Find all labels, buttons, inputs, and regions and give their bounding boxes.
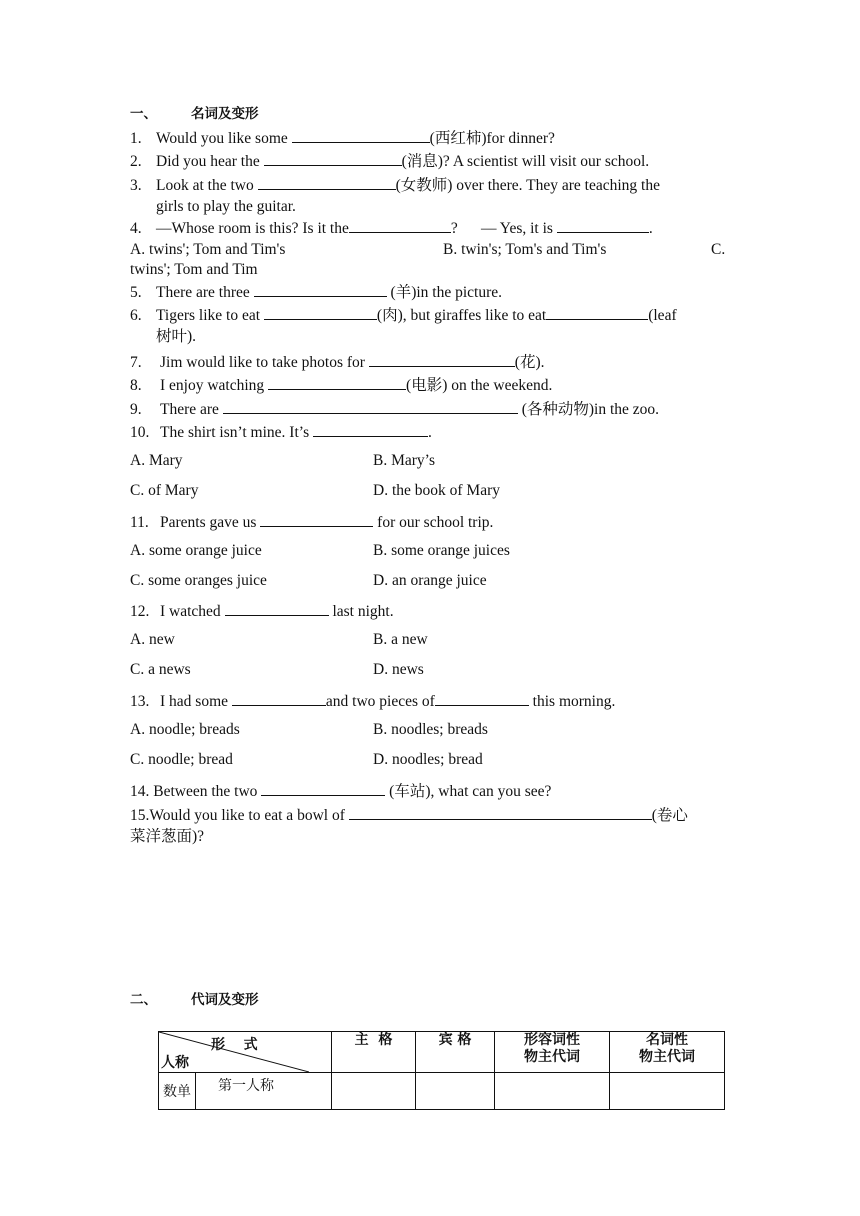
q10-option-b[interactable]: B. Mary’s <box>373 452 435 469</box>
q11-option-b[interactable]: B. some orange juices <box>373 542 510 559</box>
answer-blank[interactable] <box>254 281 387 297</box>
header-form-label: 形 式 <box>211 1037 259 1053</box>
question-10: 10. The shirt isn’t mine. It’s . <box>130 421 730 443</box>
q12-option-b[interactable]: B. a new <box>373 631 428 648</box>
answer-blank[interactable] <box>223 398 518 414</box>
table-cell[interactable] <box>416 1073 495 1110</box>
row-label-first-person: 第一人称 <box>196 1073 332 1110</box>
table-header-row <box>159 1032 725 1073</box>
answer-blank[interactable] <box>349 217 451 233</box>
question-8: 8. I enjoy watching (电影) on the weekend. <box>130 374 730 396</box>
q4-option-c-text: twins'; Tom and Tim <box>130 261 258 278</box>
answer-blank[interactable] <box>260 511 373 527</box>
header-person-label: 人称 <box>161 1055 189 1071</box>
table-cell[interactable] <box>332 1073 416 1110</box>
header-objective: 宾 格 <box>416 1032 495 1073</box>
q11-option-c[interactable]: C. some oranges juice <box>130 572 267 589</box>
answer-blank[interactable] <box>313 421 428 437</box>
question-1: 1. Would you like some (西红柿)for dinner? <box>130 127 730 149</box>
header-adjective-possessive: 形容词性 物主代词 <box>495 1032 610 1073</box>
table-row <box>159 1073 725 1110</box>
header-noun-possessive: 名词性 物主代词 <box>610 1032 725 1073</box>
answer-blank[interactable] <box>349 804 652 820</box>
question-3: 3. Look at the two (女教师) over there. They are teaching the <box>130 174 730 196</box>
answer-blank[interactable] <box>261 780 385 796</box>
answer-blank[interactable] <box>264 150 402 166</box>
answer-blank[interactable] <box>268 374 406 390</box>
question-15-continuation: 菜洋葱面)? <box>130 828 205 845</box>
question-9: 9. There are (各种动物)in the zoo. <box>130 398 730 420</box>
section-1-heading: 一、 名词及变形 <box>130 106 259 122</box>
table-diagonal-header <box>159 1032 332 1073</box>
q11-option-d[interactable]: D. an orange juice <box>373 572 487 589</box>
section-2-heading: 二、 代词及变形 <box>130 992 259 1008</box>
question-6-continuation: 树叶). <box>156 328 197 345</box>
q12-option-a[interactable]: A. new <box>130 631 175 648</box>
q13-option-d[interactable]: D. noodles; bread <box>373 751 483 768</box>
answer-blank[interactable] <box>435 690 529 706</box>
header-subjective: 主 格 <box>332 1032 416 1073</box>
question-4: 4. —Whose room is this? Is it the ? — Yes, it is . <box>130 217 730 239</box>
answer-blank[interactable] <box>225 600 329 616</box>
answer-blank[interactable] <box>232 690 326 706</box>
table-cell[interactable] <box>495 1073 610 1110</box>
q12-option-c[interactable]: C. a news <box>130 661 191 678</box>
row-group-singular: 数单 <box>159 1073 196 1110</box>
q11-option-a[interactable]: A. some orange juice <box>130 542 262 559</box>
question-13: 13. I had some and two pieces of this morning. <box>130 690 730 712</box>
answer-blank[interactable] <box>369 351 515 367</box>
answer-blank[interactable] <box>292 127 430 143</box>
question-7: 7. Jim would like to take photos for (花). <box>130 351 730 373</box>
question-14: 14. Between the two (车站), what can you see? <box>130 780 730 802</box>
q12-option-d[interactable]: D. news <box>373 661 424 678</box>
table-cell[interactable] <box>610 1073 725 1110</box>
pronoun-table <box>158 1031 725 1110</box>
question-6: 6. Tigers like to eat (肉), but giraffes like to eat (leaf <box>130 304 730 326</box>
question-5: 5. There are three (羊)in the picture. <box>130 281 730 303</box>
question-3-continuation: girls to play the guitar. <box>156 198 296 215</box>
q4-option-c[interactable]: C. <box>711 241 726 258</box>
answer-blank[interactable] <box>557 217 649 233</box>
q10-option-c[interactable]: C. of Mary <box>130 482 199 499</box>
q10-option-d[interactable]: D. the book of Mary <box>373 482 500 499</box>
question-11: 11. Parents gave us for our school trip. <box>130 511 730 533</box>
question-15: 15.Would you like to eat a bowl of (卷心 <box>130 804 730 826</box>
q4-option-b[interactable]: B. twin's; Tom's and Tim's <box>443 241 607 258</box>
answer-blank[interactable] <box>546 304 648 320</box>
question-12: 12. I watched last night. <box>130 600 730 622</box>
question-2: 2. Did you hear the (消息)? A scientist will visit our school. <box>130 150 730 172</box>
q10-option-a[interactable]: A. Mary <box>130 452 183 469</box>
answer-blank[interactable] <box>264 304 377 320</box>
q13-option-b[interactable]: B. noodles; breads <box>373 721 488 738</box>
answer-blank[interactable] <box>258 174 396 190</box>
q13-option-a[interactable]: A. noodle; breads <box>130 721 240 738</box>
q4-option-a[interactable]: A. twins'; Tom and Tim's <box>130 241 286 258</box>
q13-option-c[interactable]: C. noodle; bread <box>130 751 233 768</box>
